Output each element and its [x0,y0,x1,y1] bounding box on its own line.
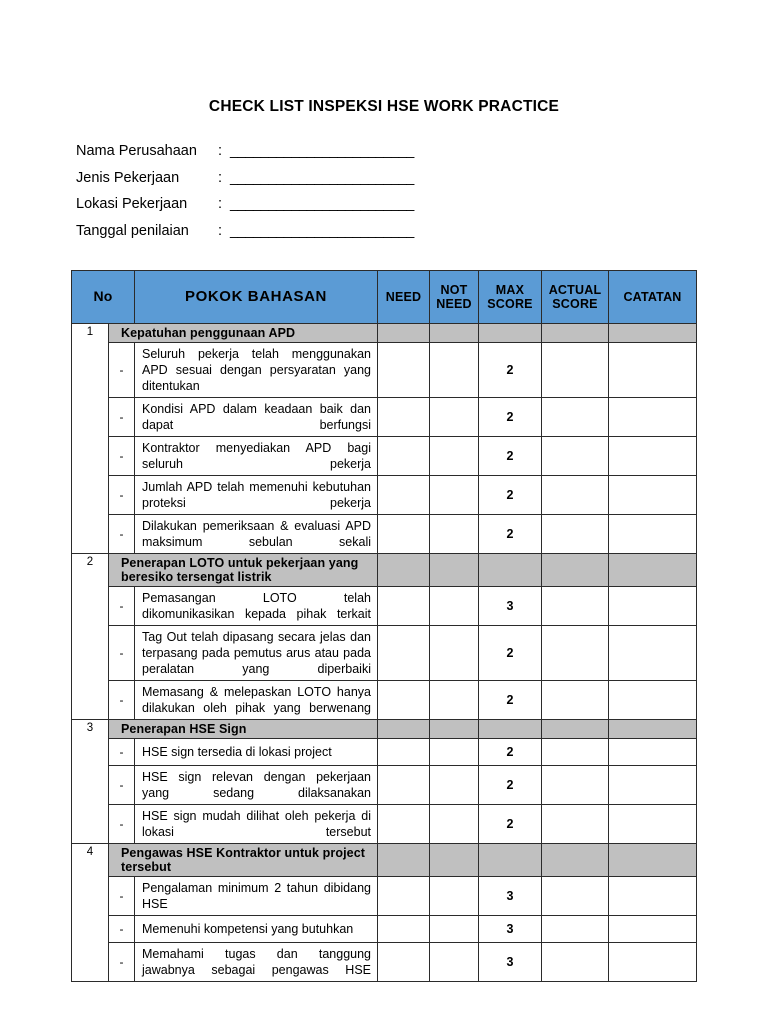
column-header-need: NEED [378,271,430,324]
meta-field-row [76,143,496,170]
need-checkbox-cell[interactable] [378,943,430,982]
not-need-checkbox-cell[interactable] [430,587,479,626]
max-score-value: 2 [479,437,542,476]
actual-score-input-cell[interactable] [542,587,609,626]
catatan-input-cell[interactable] [609,626,697,681]
section-header-row [72,844,697,877]
max-score-line1: MAX [495,283,525,297]
catatan-input-cell[interactable] [609,739,697,766]
item-bullet-dash: - [109,343,135,398]
section-number: 1 [72,324,109,554]
table-row [72,916,697,943]
table-row [72,476,697,515]
max-score-value: 2 [479,398,542,437]
need-checkbox-cell[interactable] [378,877,430,916]
need-checkbox-cell[interactable] [378,437,430,476]
item-bullet-dash: - [109,681,135,720]
actual-score-line2: SCORE [552,297,598,311]
actual-score-input-cell[interactable] [542,476,609,515]
section-header-filler-cell [542,844,609,877]
item-bullet-dash: - [109,739,135,766]
table-header-row [72,271,697,324]
item-description: Dilakukan pemeriksaan & evaluasi APD maksimum sebulan sekali [135,515,378,554]
section-number: 4 [72,844,109,982]
meta-field-row [76,196,496,223]
actual-score-input-cell[interactable] [542,343,609,398]
section-title: Penerapan LOTO untuk pekerjaan yang beresiko tersengat listrik [109,554,378,587]
not-need-checkbox-cell[interactable] [430,343,479,398]
catatan-input-cell[interactable] [609,681,697,720]
item-bullet-dash: - [109,587,135,626]
section-header-filler-cell [430,554,479,587]
item-description: Seluruh pekerja telah menggunakan APD sesuai dengan persyaratan yang ditentukan [135,343,378,398]
table-row [72,943,697,982]
actual-score-input-cell[interactable] [542,877,609,916]
section-header-row [72,554,697,587]
max-score-line2: SCORE [487,297,533,311]
max-score-value: 2 [479,739,542,766]
catatan-input-cell[interactable] [609,476,697,515]
item-bullet-dash: - [109,766,135,805]
not-need-line1: NOT [440,283,468,297]
meta-field-label: Lokasi Pekerjaan [76,196,188,212]
max-score-value: 2 [479,766,542,805]
not-need-checkbox-cell[interactable] [430,805,479,844]
not-need-checkbox-cell[interactable] [430,916,479,943]
max-score-value: 3 [479,587,542,626]
item-bullet-dash: - [109,877,135,916]
item-bullet-dash: - [109,626,135,681]
table-row [72,398,697,437]
item-description: HSE sign mudah dilihat oleh pekerja di lokasi tersebut [135,805,378,844]
not-need-checkbox-cell[interactable] [430,398,479,437]
section-header-filler-cell [430,844,479,877]
meta-field-blank-line[interactable]: ________________________ [230,222,414,239]
meta-field-label: Nama Perusahaan [76,143,197,159]
item-description: Pengalaman minimum 2 tahun dibidang HSE [135,877,378,916]
need-checkbox-cell[interactable] [378,626,430,681]
actual-score-input-cell[interactable] [542,916,609,943]
section-number: 3 [72,720,109,844]
actual-score-input-cell[interactable] [542,681,609,720]
meta-fields-block [76,143,496,249]
item-description: Memenuhi kompetensi yang butuhkan [135,916,378,943]
max-score-value: 2 [479,681,542,720]
item-description: Memahami tugas dan tanggung jawabnya sebagai pengawas HSE [135,943,378,982]
not-need-line2: NEED [436,297,472,311]
section-header-filler-cell [378,720,430,739]
column-header-catatan: CATATAN [609,271,697,324]
item-bullet-dash: - [109,437,135,476]
section-number: 2 [72,554,109,720]
catatan-input-cell[interactable] [609,766,697,805]
max-score-value: 3 [479,916,542,943]
actual-score-line1: ACTUAL [548,283,602,297]
section-header-filler-cell [430,720,479,739]
meta-field-row [76,223,496,250]
table-row [72,877,697,916]
item-bullet-dash: - [109,805,135,844]
table-header [72,271,697,324]
item-bullet-dash: - [109,476,135,515]
catatan-input-cell[interactable] [609,398,697,437]
meta-field-colon: : [218,196,223,212]
section-title: Pengawas HSE Kontraktor untuk project tersebut [109,844,378,877]
max-score-value: 3 [479,943,542,982]
meta-field-colon: : [218,143,223,159]
meta-field-blank-line[interactable]: ________________________ [230,196,414,212]
catatan-input-cell[interactable] [609,515,697,554]
actual-score-input-cell[interactable] [542,943,609,982]
checklist-table-wrap [71,270,696,982]
table-row [72,805,697,844]
catatan-input-cell[interactable] [609,877,697,916]
item-description: HSE sign relevan dengan pekerjaan yang sedang dilaksanakan [135,766,378,805]
table-row [72,515,697,554]
item-bullet-dash: - [109,943,135,982]
table-row [72,587,697,626]
table-row [72,739,697,766]
item-description: Kondisi APD dalam keadaan baik dan dapat berfungsi [135,398,378,437]
table-row [72,437,697,476]
meta-field-row [76,170,496,197]
not-need-checkbox-cell[interactable] [430,476,479,515]
section-header-filler-cell [542,720,609,739]
meta-field-label: Tanggal penilaian [76,222,189,239]
checklist-table [71,270,697,982]
section-header-filler-cell [479,554,542,587]
actual-score-input-cell[interactable] [542,437,609,476]
section-header-filler-cell [609,554,697,587]
not-need-checkbox-cell[interactable] [430,766,479,805]
meta-field-blank-line[interactable]: ________________________ [230,143,414,159]
column-header-actual-score [542,271,609,324]
max-score-value: 2 [479,626,542,681]
section-header-filler-cell [479,720,542,739]
section-header-filler-cell [609,844,697,877]
column-header-max-score [479,271,542,324]
section-header-filler-cell [378,324,430,343]
section-header-filler-cell [609,720,697,739]
actual-score-input-cell[interactable] [542,805,609,844]
not-need-checkbox-cell[interactable] [430,626,479,681]
catatan-input-cell[interactable] [609,916,697,943]
item-description: Jumlah APD telah memenuhi kebutuhan proteksi pekerja [135,476,378,515]
max-score-value: 3 [479,877,542,916]
column-header-no: No [72,271,135,324]
catatan-input-cell[interactable] [609,437,697,476]
item-description: Tag Out telah dipasang secara jelas dan terpasang pada pemutus arus atau pada peralatan yang diperbaiki [135,626,378,681]
table-row [72,626,697,681]
actual-score-input-cell[interactable] [542,626,609,681]
section-header-filler-cell [609,324,697,343]
meta-field-blank-line[interactable]: ________________________ [230,169,414,186]
table-body [72,324,697,982]
section-header-filler-cell [479,324,542,343]
actual-score-input-cell[interactable] [542,739,609,766]
item-description: Kontraktor menyediakan APD bagi seluruh pekerja [135,437,378,476]
catatan-input-cell[interactable] [609,343,697,398]
need-checkbox-cell[interactable] [378,398,430,437]
table-row [72,343,697,398]
max-score-value: 2 [479,476,542,515]
item-bullet-dash: - [109,398,135,437]
table-row [72,681,697,720]
need-checkbox-cell[interactable] [378,476,430,515]
catatan-input-cell[interactable] [609,587,697,626]
meta-field-colon: : [218,222,223,239]
need-checkbox-cell[interactable] [378,587,430,626]
page-title: CHECK LIST INSPEKSI HSE WORK PRACTICE [208,98,560,115]
item-description: Memasang & melepaskan LOTO hanya dilakukan oleh pihak yang berwenang [135,681,378,720]
table-row [72,766,697,805]
max-score-value: 2 [479,343,542,398]
section-header-row [72,324,697,343]
column-header-pokok-bahasan: POKOK BAHASAN [135,271,378,324]
section-title: Penerapan HSE Sign [109,720,378,739]
section-header-filler-cell [542,554,609,587]
section-title: Kepatuhan penggunaan APD [109,324,378,343]
section-header-filler-cell [542,324,609,343]
max-score-value: 2 [479,805,542,844]
actual-score-input-cell[interactable] [542,515,609,554]
item-bullet-dash: - [109,515,135,554]
item-description: HSE sign tersedia di lokasi project [135,739,378,766]
section-header-filler-cell [378,554,430,587]
need-checkbox-cell[interactable] [378,681,430,720]
actual-score-input-cell[interactable] [542,398,609,437]
need-checkbox-cell[interactable] [378,343,430,398]
not-need-checkbox-cell[interactable] [430,943,479,982]
need-checkbox-cell[interactable] [378,739,430,766]
max-score-value: 2 [479,515,542,554]
item-description: Pemasangan LOTO telah dikomunikasikan kepada pihak terkait [135,587,378,626]
not-need-checkbox-cell[interactable] [430,515,479,554]
meta-field-label: Jenis Pekerjaan [76,169,180,186]
catatan-input-cell[interactable] [609,943,697,982]
section-header-filler-cell [430,324,479,343]
need-checkbox-cell[interactable] [378,805,430,844]
column-header-not-need [430,271,479,324]
section-header-row [72,720,697,739]
not-need-checkbox-cell[interactable] [430,739,479,766]
section-header-filler-cell [479,844,542,877]
not-need-checkbox-cell[interactable] [430,681,479,720]
section-header-filler-cell [378,844,430,877]
need-checkbox-cell[interactable] [378,515,430,554]
catatan-input-cell[interactable] [609,805,697,844]
need-checkbox-cell[interactable] [378,766,430,805]
actual-score-input-cell[interactable] [542,766,609,805]
not-need-checkbox-cell[interactable] [430,877,479,916]
meta-field-colon: : [218,169,223,186]
need-checkbox-cell[interactable] [378,916,430,943]
not-need-checkbox-cell[interactable] [430,437,479,476]
item-bullet-dash: - [109,916,135,943]
